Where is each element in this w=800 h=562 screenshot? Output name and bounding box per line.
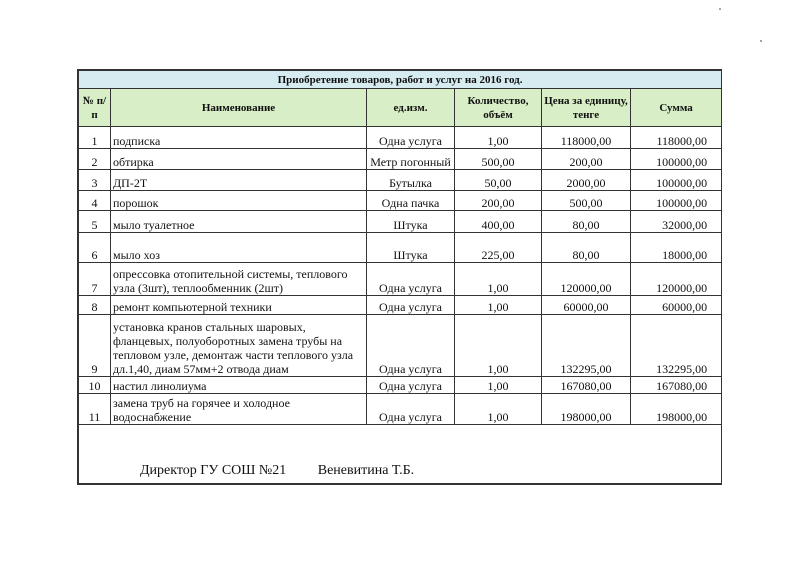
cell-unit: Одна услуга xyxy=(367,315,455,377)
table-row xyxy=(79,191,722,211)
cell-name: опрессовка отопительной системы, теплового узла (3шт), теплообменник (2шт) xyxy=(111,263,367,296)
table-row xyxy=(79,127,722,149)
header-unit: ед.изм. xyxy=(367,89,455,127)
table-row xyxy=(79,394,722,425)
cell-price: 500,00 xyxy=(542,191,631,211)
cell-num: 2 xyxy=(79,149,111,170)
cell-unit: Одна услуга xyxy=(367,394,455,425)
cell-qty: 400,00 xyxy=(455,211,542,233)
cell-num: 11 xyxy=(79,394,111,425)
cell-unit: Одна услуга xyxy=(367,263,455,296)
cell-sum: 100000,00 xyxy=(631,191,722,211)
table-header-row xyxy=(79,89,722,127)
cell-num: 9 xyxy=(79,315,111,377)
table-row xyxy=(79,263,722,296)
cell-sum: 32000,00 xyxy=(631,211,722,233)
scan-speck xyxy=(760,40,762,42)
cell-sum: 167080,00 xyxy=(631,377,722,394)
header-name: Наименование xyxy=(111,89,367,127)
scan-speck xyxy=(719,8,721,10)
table-row xyxy=(79,211,722,233)
cell-num: 3 xyxy=(79,170,111,191)
table-title-row xyxy=(79,71,722,89)
director-signature-line: Директор ГУ СОШ №21 Веневитина Т.Б. xyxy=(140,463,415,478)
cell-price: 118000,00 xyxy=(542,127,631,149)
cell-price: 2000,00 xyxy=(542,170,631,191)
cell-name: порошок xyxy=(111,191,367,211)
cell-price: 198000,00 xyxy=(542,394,631,425)
cell-num: 4 xyxy=(79,191,111,211)
cell-qty: 200,00 xyxy=(455,191,542,211)
cell-sum: 18000,00 xyxy=(631,233,722,263)
cell-price: 167080,00 xyxy=(542,377,631,394)
procurement-table xyxy=(78,70,722,484)
cell-price: 80,00 xyxy=(542,211,631,233)
cell-qty: 1,00 xyxy=(455,377,542,394)
header-qty: Количество, объём xyxy=(455,89,542,127)
table-row xyxy=(79,315,722,377)
cell-num: 10 xyxy=(79,377,111,394)
cell-qty: 1,00 xyxy=(455,315,542,377)
cell-unit: Бутылка xyxy=(367,170,455,191)
cell-num: 5 xyxy=(79,211,111,233)
cell-num: 6 xyxy=(79,233,111,263)
cell-unit: Одна услуга xyxy=(367,127,455,149)
cell-name: установка кранов стальных шаровых, фланцевых, полуоборотных замена трубы на тепловом узле, демонтаж части теплового узла дл.1,40, диам 57мм+2 отвода диам xyxy=(111,315,367,377)
cell-unit: Одна услуга xyxy=(367,377,455,394)
table-title: Приобретение товаров, работ и услуг на 2016 год. xyxy=(79,71,722,89)
cell-sum: 132295,00 xyxy=(631,315,722,377)
cell-qty: 1,00 xyxy=(455,394,542,425)
procurement-table-frame xyxy=(77,69,722,485)
cell-name: обтирка xyxy=(111,149,367,170)
table-row xyxy=(79,296,722,315)
cell-num: 8 xyxy=(79,296,111,315)
cell-qty: 1,00 xyxy=(455,296,542,315)
table-row xyxy=(79,233,722,263)
header-num: № п/п xyxy=(79,89,111,127)
cell-unit: Метр погонный xyxy=(367,149,455,170)
cell-name: подписка xyxy=(111,127,367,149)
table-row xyxy=(79,149,722,170)
header-sum: Сумма xyxy=(631,89,722,127)
cell-unit: Штука xyxy=(367,233,455,263)
cell-name: мыло туалетное xyxy=(111,211,367,233)
table-row xyxy=(79,170,722,191)
cell-name: ДП-2Т xyxy=(111,170,367,191)
cell-unit: Штука xyxy=(367,211,455,233)
cell-price: 120000,00 xyxy=(542,263,631,296)
cell-qty: 1,00 xyxy=(455,127,542,149)
cell-sum: 60000,00 xyxy=(631,296,722,315)
cell-price: 132295,00 xyxy=(542,315,631,377)
cell-name: мыло хоз xyxy=(111,233,367,263)
cell-price: 200,00 xyxy=(542,149,631,170)
cell-qty: 1,00 xyxy=(455,263,542,296)
cell-sum: 120000,00 xyxy=(631,263,722,296)
cell-unit: Одна пачка xyxy=(367,191,455,211)
cell-num: 7 xyxy=(79,263,111,296)
cell-name: настил линолиума xyxy=(111,377,367,394)
table-row xyxy=(79,377,722,394)
cell-name: ремонт компьютерной техники xyxy=(111,296,367,315)
cell-qty: 50,00 xyxy=(455,170,542,191)
cell-sum: 100000,00 xyxy=(631,149,722,170)
cell-name: замена труб на горячее и холодное водоснабжение xyxy=(111,394,367,425)
header-price: Цена за единицу, тенге xyxy=(542,89,631,127)
cell-sum: 100000,00 xyxy=(631,170,722,191)
cell-qty: 225,00 xyxy=(455,233,542,263)
cell-price: 80,00 xyxy=(542,233,631,263)
cell-num: 1 xyxy=(79,127,111,149)
cell-unit: Одна услуга xyxy=(367,296,455,315)
cell-price: 60000,00 xyxy=(542,296,631,315)
table-body xyxy=(79,127,722,425)
cell-sum: 198000,00 xyxy=(631,394,722,425)
cell-qty: 500,00 xyxy=(455,149,542,170)
cell-sum: 118000,00 xyxy=(631,127,722,149)
